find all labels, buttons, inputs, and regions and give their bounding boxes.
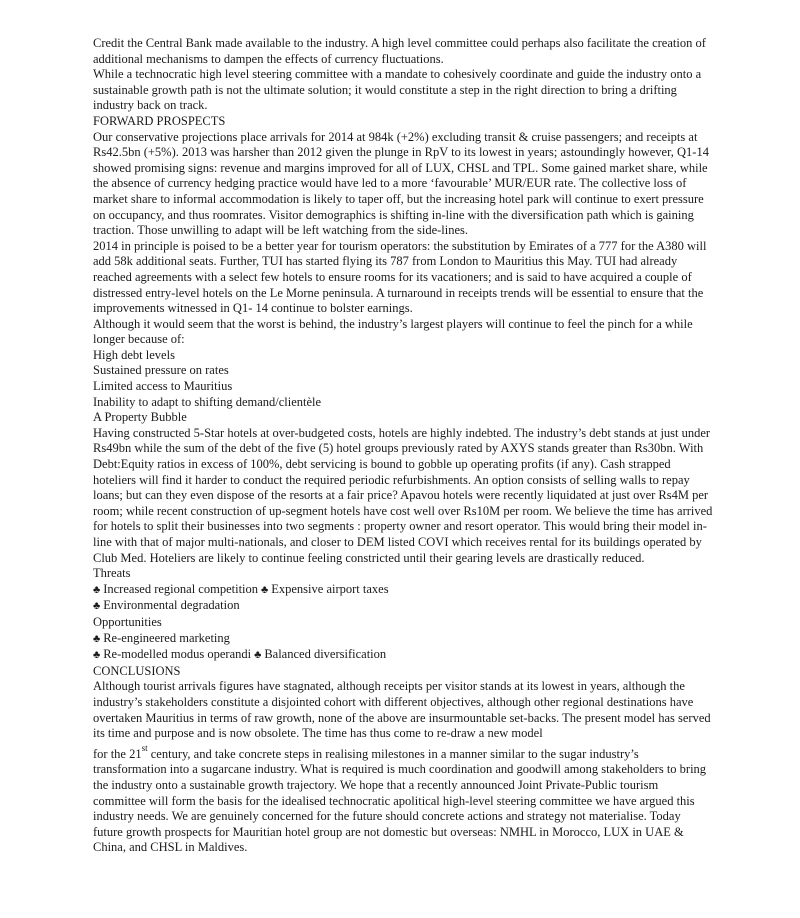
document-page: [93, 36, 713, 856]
list-item: Inability to adapt to shifting demand/clientèle: [93, 394, 322, 409]
list-item: [93, 598, 713, 615]
heading-threats: Threats: [93, 566, 131, 581]
heading-forward-prospects: FORWARD PROSPECTS: [93, 113, 226, 128]
paragraph-property-bubble: Having constructed 5-Star hotels at over-budgeted costs, hotels are highly indebted. The industry’s debt stands at just under Rs49bn while the sum of the debt of the five (5) hotel groups previously rated by AXYS stands greater than Rs30bn. With Debt:Equity ratios in excess of 100%, debt servicing is bound to gobble up operating profits (if any). Cash strapped hoteliers will find it harder to conduct the required periodic refurbishments. An option consists of selling walls to repay loans; but can they even dispose of the resorts at a fair price? Apavou hotels were recently liquidated at just over Rs4M per room; while recent construction of up-segment hotels have cost well over Rs10M per room. We believe the time has arrived for hotels to split their businesses into two segments : property owner and resort operator. This would bring their model in- line with that of major multi-nationals, and closer to DEM listed COVI which receives rental for its buildings operated by Club Med. Hoteliers are likely to continue feeling constricted until their gearing levels are drastically reduced.: [93, 425, 713, 565]
paragraph-central-bank: Credit the Central Bank made available to the industry. A high level committee could perhaps also facilitate the creation of additional mechanisms to dampen the effects of currency fluctuations.: [93, 36, 706, 66]
paragraph-conclusions: [93, 679, 713, 856]
heading-conclusions: CONCLUSIONS: [93, 663, 181, 678]
heading-property-bubble: A Property Bubble: [93, 410, 187, 425]
list-item: Limited access to Mauritius: [93, 379, 233, 394]
threat-label: Environmental degradation: [103, 598, 240, 613]
club-suit-icon: ♣: [93, 649, 101, 662]
club-suit-icon: ♣: [254, 649, 262, 662]
club-suit-icon: ♣: [93, 632, 101, 645]
threat-label: Expensive airport taxes: [271, 581, 389, 596]
century-prefix: for the 21: [93, 746, 142, 761]
opportunities-list: [93, 631, 713, 664]
club-suit-icon: ♣: [93, 600, 101, 613]
conclusions-text: Although tourist arrivals figures have stagnated, although receipts per visitor stands at its lowest in years, although the industry’s stakeholders constitute a disjointed cohort with different objectives, although other regional destinations have overtaken Mauritius in terms of raw growth, none of the above are insurmountable set-backs. The present model has served its time and purpose and is now obsolete. The time has thus come to re-draw a new model: [93, 679, 711, 741]
threats-list: [93, 582, 713, 615]
list-item: [93, 582, 713, 599]
club-suit-icon: ♣: [93, 583, 101, 596]
list-item: High debt levels: [93, 347, 175, 362]
paragraph-worst-behind: Although it would seem that the worst is behind, the industry’s largest players will continue to feel the pinch for a while longer because of:: [93, 316, 693, 347]
paragraph-projections: Our conservative projections place arrivals for 2014 at 984k (+2%) excluding transit & cruise passengers; and receipts at Rs42.5bn (+5%). 2013 was harsher than 2012 given the plunge in RpV to its lowest in years; astoundingly however, Q1-14 showed promising signs: revenue and margins improved for all of LUX, CHSL and TPL. Some gained market share, while the absence of currency hedging practice would have led to a more ‘favourable’ MUR/EUR rate. The collective loss of market share to informal accommodation is likely to taper off, but the increasing hotel park will continue to exert pressure on occupancy, and thus roomrates. Visitor demographics is shifting in-line with the diversification path which is gaining traction. Those unwilling to adapt will be left watching from the side-lines.: [93, 129, 709, 238]
conclusions-continued: [93, 742, 713, 856]
opportunity-label: Re-engineered marketing: [103, 630, 230, 645]
opportunity-label: Re-modelled modus operandi: [103, 647, 252, 662]
club-suit-icon: ♣: [261, 583, 269, 596]
list-item: Sustained pressure on rates: [93, 363, 229, 378]
paragraph-2014-outlook: 2014 in principle is poised to be a better year for tourism operators: the substitution by Emirates of a 777 for the A380 will add 58k additional seats. Further, TUI has started flying its 787 from London to Mauritius this May. TUI had already reached agreements with a select few hotels to ensure rooms for its vacationers; and is said to have acquired a couple of distressed entry-level hotels on the Le Morne peninsula. A turnaround in receipts trends will be essential to ensure that the improvements witnessed in Q1- 14 continue to bolster earnings.: [93, 238, 707, 316]
century-text: century, and take concrete steps in realising milestones in a manner similar to the sugar industry’s transformation into a sugarcane industry. What is required is much coordination and goodwill among stakeholders to bring the industry onto a sustainable growth trajectory. We hope that a recently announced Joint Private-Public tourism committee will form the basis for the idealised technocratic apolitical high-level steering committee we have argued this industry needs. We are genuinely concerned for the future should concrete actions and strategy not materialise. Today future growth prospects for Mauritian hotel group are not domestic but overseas: NMHL in Morocco, LUX in UAE & China, and CHSL in Maldives.: [93, 746, 707, 855]
threat-label: Increased regional competition: [103, 581, 259, 596]
ordinal-superscript: st: [141, 742, 148, 753]
list-item: [93, 631, 713, 648]
reasons-list: [93, 348, 713, 410]
opportunity-label: Balanced diversification: [264, 647, 387, 662]
paragraph-steering-committee: While a technocratic high level steering committee with a mandate to cohesively coordinate and guide the industry onto a sustainable growth path is not the ultimate solution; it would constitute a step in the right direction to bring a drifting industry back on track.: [93, 67, 702, 113]
list-item: [93, 647, 713, 664]
heading-opportunities: Opportunities: [93, 614, 162, 629]
